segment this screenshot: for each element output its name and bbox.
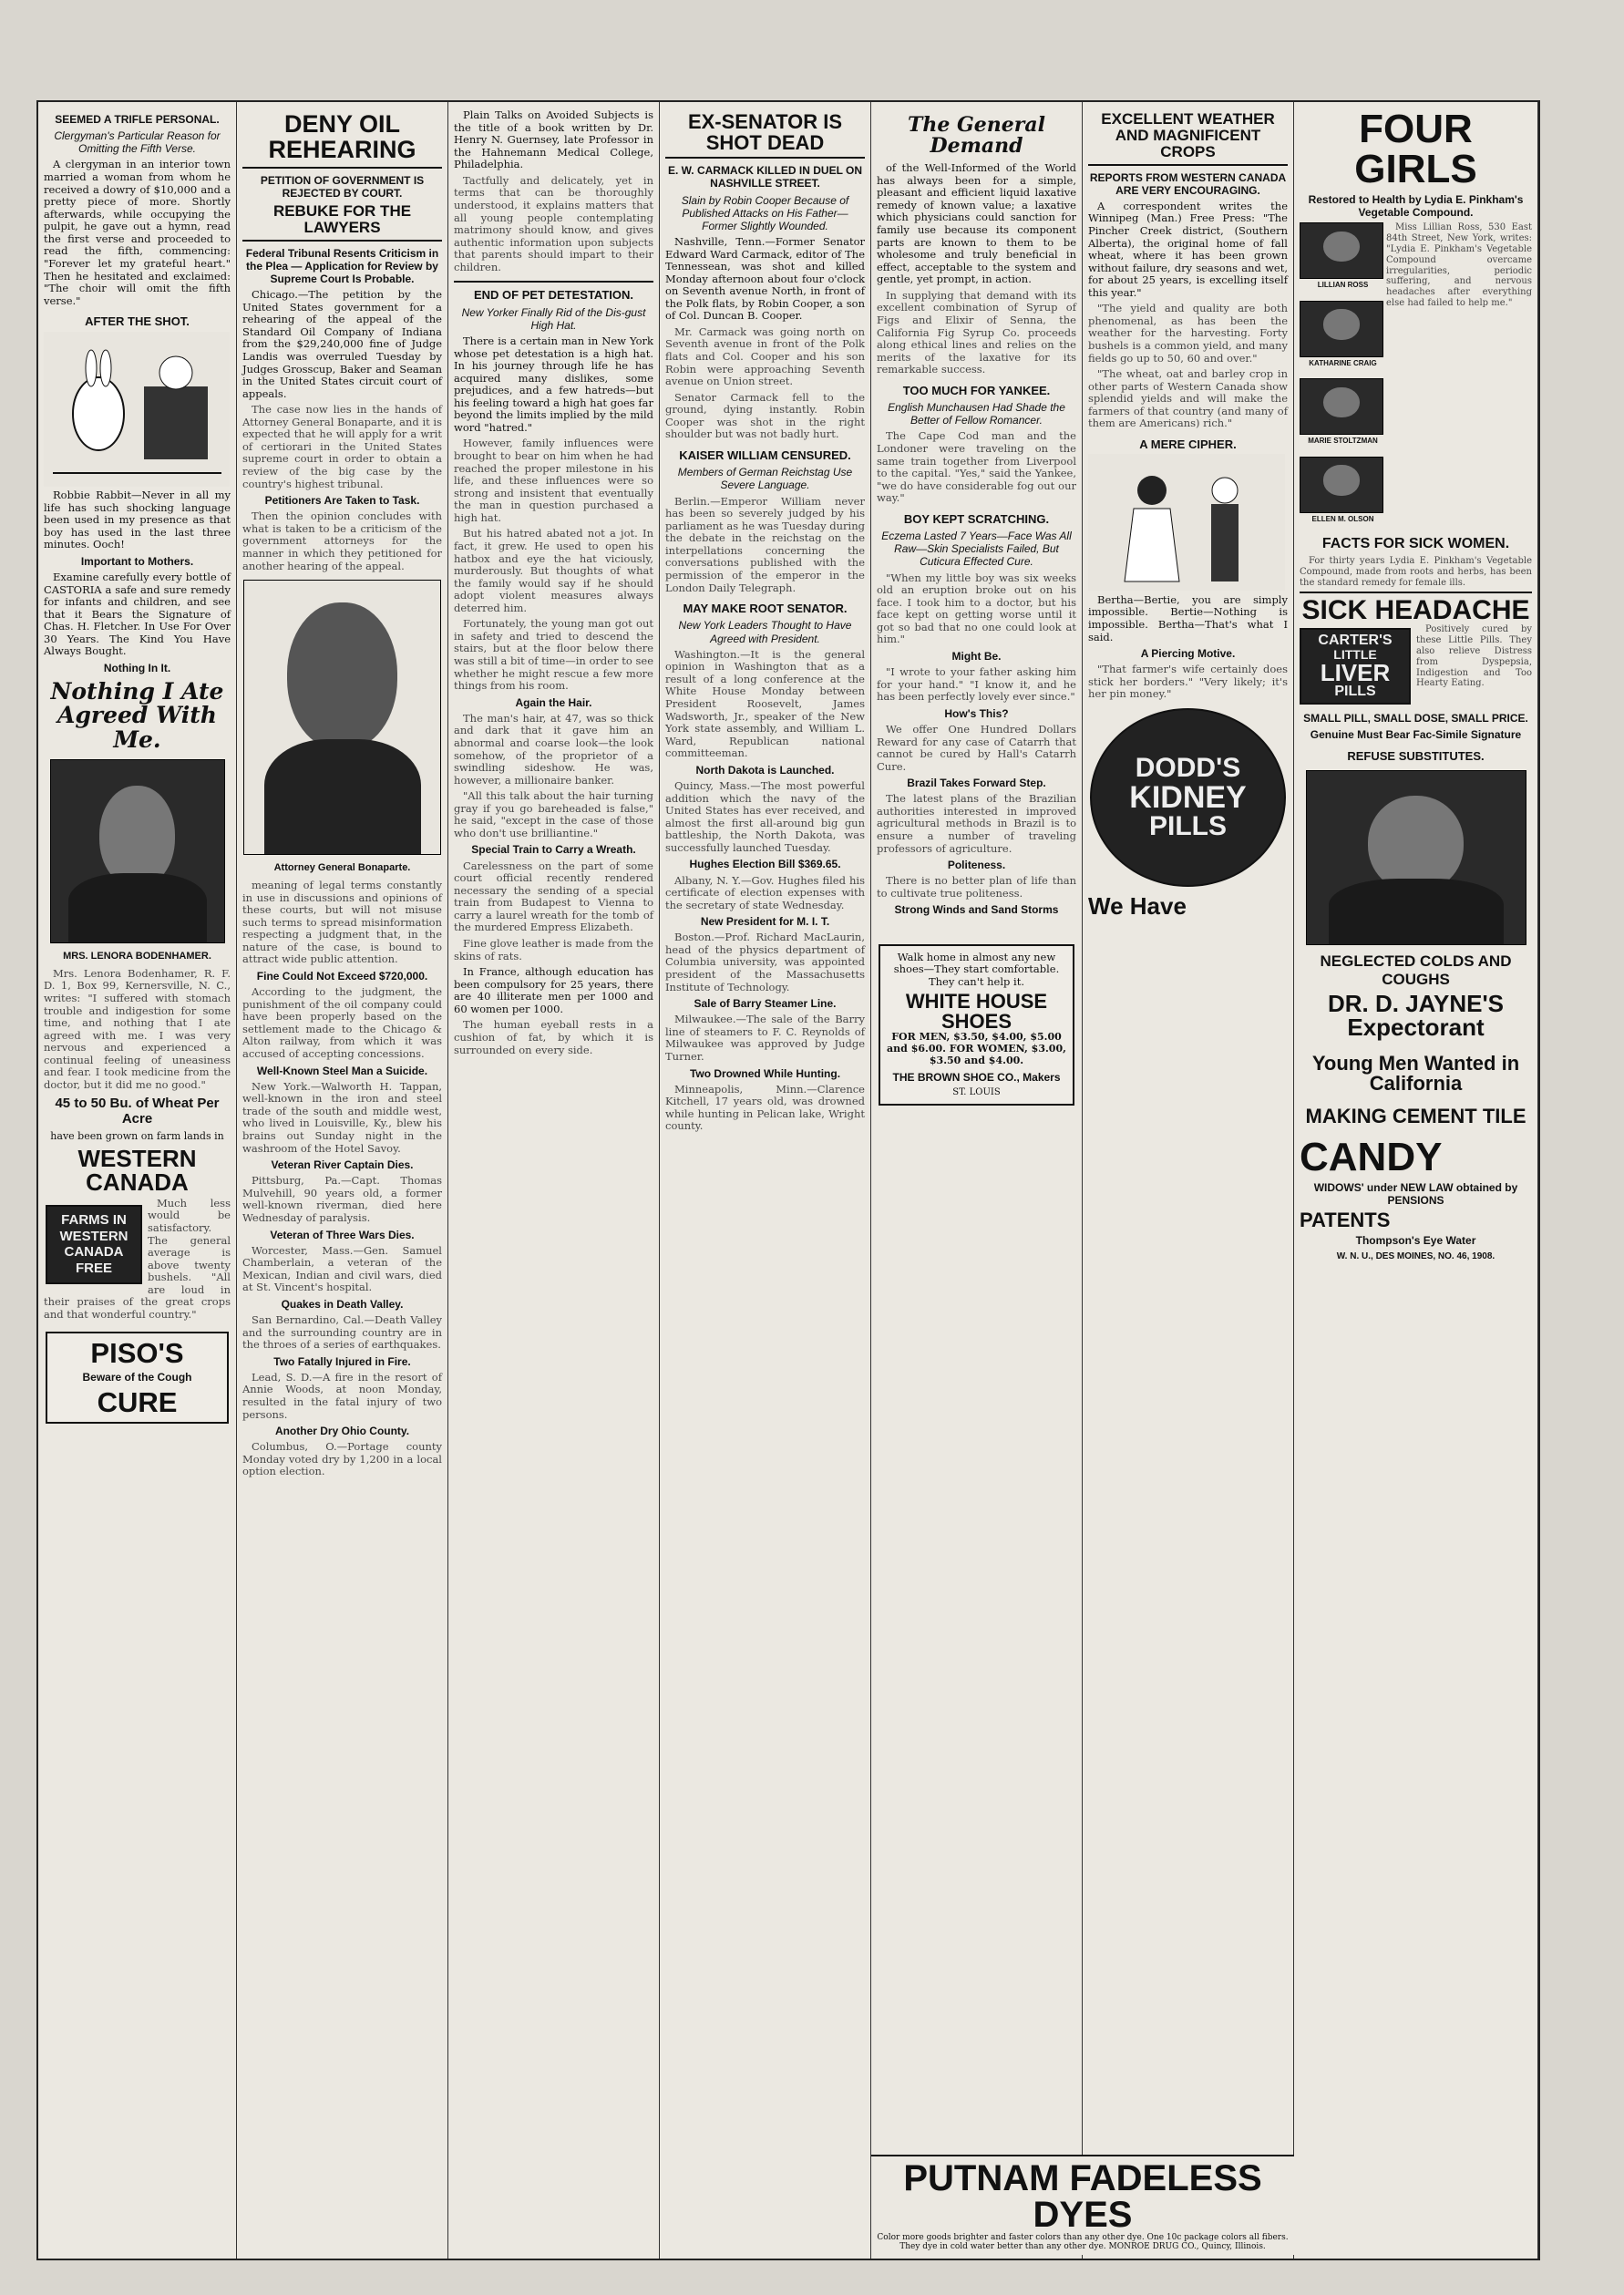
- putnam-title: PUTNAM FADELESS DYES: [903, 2158, 1262, 2235]
- cartoon-title: AFTER THE SHOT.: [85, 314, 190, 329]
- yankee-head: TOO MUCH FOR YANKEE.: [902, 383, 1051, 397]
- crops-cont-1: "The yield and quality are both phenomenal, as has been the weather for the harvesting. Forty bushels is a common yield, and many fields go up to 50, 60 and over.": [1088, 302, 1288, 365]
- headline-senator: EX-SENATOR IS SHOT DEAD: [665, 111, 865, 159]
- eczema-sub: Eczema Lasted 7 Years—Face Was All Raw—Skin Specialists Failed, But Cuticura Effected Cure.: [881, 530, 1072, 569]
- carters-pills: PILLS: [1334, 684, 1376, 700]
- root-text: Washington.—It is the general opinion in Washington that as a result of a long conference at the White House Monday between President Roosevelt, James Wadsworth, Jr., speaker of the New York state assembly, and William L. Ward, Republican national committeeman.: [665, 647, 865, 760]
- steel-text: New York.—Walworth H. Tappan, well-known in the iron and steel trade of the south and middle west, who lived in Louisville, Ky., blew his brains out Sunday night in the washroom of the Hotel Savoy.: [242, 1079, 442, 1155]
- river-text: Pittsburg, Pa.—Capt. Thomas Mulvehill, 90 years old, a former well-known riverman, died here Wednesday of paralysis.: [242, 1174, 442, 1224]
- kaiser-text: Berlin.—Emperor William never has been so severely judged by his parliament as he was Tuesday during the debate in the reichstag on the interpellations concerning the conversations published with the permission of the emperor in the London Daily Telegraph.: [665, 494, 865, 594]
- drown-head: Two Drowned While Hunting.: [689, 1066, 841, 1080]
- dry-head: Another Dry Ohio County.: [274, 1425, 410, 1438]
- girl-portrait: ELLEN M. OLSON: [1300, 457, 1386, 529]
- dry-text: Columbus, O.—Portage county Monday voted dry by 1,200 in a local option election.: [242, 1440, 442, 1478]
- four-girls-portraits: [1300, 222, 1386, 529]
- wheat-sub: have been grown on farm lands in: [50, 1129, 224, 1142]
- article-oil: Chicago.—The petition by the United States government for a rehearing of the appeal of the Standard Oil Company of Indiana from the $29,240,000 fine of Judge Landis was overruled Tuesday by Judges Grosscup, Baker and Seaman in the United States circuit court of appeals.: [242, 288, 442, 400]
- mightbe-head: Might Be.: [951, 649, 1002, 663]
- column-5: [871, 102, 1083, 2259]
- mit-head: New President for M. I. T.: [700, 915, 830, 929]
- fine-head: Fine Could Not Exceed $720,000.: [256, 970, 428, 983]
- petitioners-text: Then the opinion concludes with what is taken to be a criticism of the government attorneys for the manner in which they petitioned for another hearing of the appeal.: [242, 509, 442, 572]
- dakota-text: Quincy, Mass.—The most powerful addition which the navy of the United States has ever received, and almost the first all-around big gun battleship, the North Dakota, was successfully launched Tuesday.: [665, 778, 865, 854]
- four-girls-sub: Restored to Health by Lydia E. Pinkham's Vegetable Compound.: [1308, 193, 1524, 220]
- wnu-text: W. N. U., DES MOINES, NO. 46, 1908.: [1336, 1250, 1496, 1261]
- quakes-text: San Bernardino, Cal.—Death Valley and the surrounding country are in the throes of a series of earthquakes.: [242, 1313, 442, 1352]
- wreath-cont: Fine glove leather is made from the skins of rats.: [454, 937, 653, 962]
- eczema-head: BOY KEPT SCRATCHING.: [903, 511, 1050, 526]
- hughes-text: Albany, N. Y.—Gov. Hughes filed his certificate of election expenses with the secretary of state Wednesday.: [665, 873, 865, 911]
- castoria-text: Examine carefully every bottle of CASTORIA a safe and sure remedy for infants and children, and see that it Bears the Signature of Chas. H. Fletcher. In Use For Over 30 Years. The Kind You Have Always Bought.: [44, 571, 231, 658]
- pet-cont-1: However, family influences were brought to bear on him when he had reached the proper milestone in his life, and these influences were so strong and insistent that eventually the man in question purchased a high hat.: [454, 437, 653, 524]
- piercing-head: A Piercing Motive.: [1140, 647, 1236, 661]
- dodds-pills: PILLS: [1148, 810, 1227, 841]
- hair-head: Again the Hair.: [515, 695, 592, 709]
- four-girls-text: Miss Lillian Ross, 530 East 84th Street, New York, writes: "Lydia E. Pinkham's Vegetable Compound overcame irregularities, periodic suffering, and nervous headaches after everything else had failed to help me.": [1386, 222, 1532, 308]
- candy-title: CANDY: [1300, 1135, 1443, 1180]
- dakota-head: North Dakota is Launched.: [695, 763, 835, 777]
- nothing-title: Nothing In It.: [103, 662, 171, 675]
- sub-oil-1: PETITION OF GOVERNMENT IS REJECTED BY COURT.: [260, 173, 425, 200]
- column-2: [237, 102, 448, 2259]
- polite-head: Politeness.: [947, 859, 1006, 872]
- footer-banner: [871, 2155, 1294, 2255]
- carters-little: LITTLE: [1333, 647, 1377, 663]
- column-4: [660, 102, 871, 2259]
- crops-cont-2: "The wheat, oat and barley crop in other parts of Western Canada show splendid yields and will make the farmers of that country (and many of them are Americans) rich.": [1088, 367, 1288, 430]
- column-6: [1083, 102, 1294, 2259]
- shoe-ad-text: Walk home in almost any new shoes—They start comfortable. They can't help it.: [893, 950, 1060, 988]
- bonaparte-caption: Attorney General Bonaparte.: [273, 862, 411, 874]
- nothing-ad-title: Nothing I Ate Agreed With Me.: [50, 678, 224, 753]
- sub-senator-1: E. W. CARMACK KILLED IN DUEL ON NASHVILLE STREET.: [667, 164, 863, 190]
- girl-portrait: KATHARINE CRAIG: [1300, 301, 1386, 373]
- steamer-head: Sale of Barry Steamer Line.: [694, 997, 837, 1011]
- carters-text: Positively cured by these Little Pills. They also relieve Distress from Dyspepsia, Indigestion and Too Hearty Eating.: [1416, 624, 1532, 689]
- wreath-head: Special Train to Carry a Wreath.: [471, 843, 636, 857]
- white-house-shoes-ad: [879, 944, 1074, 1106]
- polite-text: There is no better plan of life than to cultivate true politeness.: [877, 874, 1076, 900]
- pet-headline: END OF PET DETESTATION.: [454, 281, 653, 302]
- plain-talks-cont: Tactfully and delicately, yet in terms that can be thoroughly understood, it explains matters that all young people contemplating matrimony should know, and gives authentic information upon subjects that parents should impart to their children.: [454, 173, 653, 273]
- drown-text: Minneapolis, Minn.—Clarence Kitchell, 17 years old, was drowned while hunting in Pelican lake, Wright county.: [665, 1082, 865, 1133]
- facts-head: FACTS FOR SICK WOMEN.: [1321, 536, 1510, 552]
- crops-text: A correspondent writes the Winnipeg (Man.) Free Press: "The Pincher Creek district, (Southern Alberta), the original home of fall wheat, where it has been grown without failure, dry seasons and wet, for about 25 years, is excelling itself this year.": [1088, 199, 1288, 299]
- yankee-text: The Cape Cod man and the Londoner were traveling on the same train together from Liverpool to the capital. "Yes," said the Yankee, "we do have considerable fog out our way.": [877, 429, 1076, 505]
- cartoon-image: [44, 332, 230, 487]
- girl-portrait: MARIE STOLTZMAN: [1300, 378, 1386, 450]
- hughes-head: Hughes Election Bill $369.65.: [689, 858, 841, 871]
- mit-text: Boston.—Prof. Richard MacLaurin, head of the physics department of Columbia university, was appointed president of the Massachusetts Institute of Technology.: [665, 931, 865, 993]
- putnam-fine-print: Color more goods brighter and faster colors than any other dye. One 10c package colors all fibers. They dye in cold water better than any other dye. MONROE DRUG CO., Quincy, Illinois.: [877, 2233, 1289, 2251]
- carters-liver: LIVER: [1320, 659, 1391, 687]
- young-men-title: Young Men Wanted in California: [1311, 1052, 1520, 1096]
- kaiser-head: KAISER WILLIAM CENSURED.: [679, 448, 851, 462]
- castoria-head: Important to Mothers.: [80, 554, 194, 568]
- kaiser-sub: Members of German Reichstag Use Severe Language.: [677, 466, 853, 492]
- bodenhamer-portrait: [50, 759, 225, 943]
- general-demand-text: of the Well-Informed of the World has always been for a simple, pleasant and efficient liquid laxative remedy of known value; a laxative which physicians could sanction for family use because its component parts are known to them to be wholesome and truly beneficial in effect, acceptable to the system and gentle, yet prompt, in action.: [877, 161, 1076, 286]
- crops-sub: REPORTS FROM WESTERN CANADA ARE VERY ENCOURAGING.: [1089, 170, 1287, 197]
- eczema-text: "When my little boy was six weeks old an eruption broke out on his face. I took him to a doctor, but his face kept on getting worse until it got so bad that no one could look at him.": [877, 571, 1076, 646]
- shoe-price: FOR MEN, $3.50, $4.00, $5.00 and $6.00. FOR WOMEN, $3.00, $3.50 and $4.00.: [887, 1031, 1066, 1067]
- steamer-text: Milwaukee.—The sale of the Barry line of steamers to F. C. Reynolds of Milwaukee was approved by Judge Turner.: [665, 1013, 865, 1063]
- three-wars-head: Veteran of Three Wars Dies.: [270, 1228, 415, 1241]
- brazil-text: The latest plans of the Brazilian authorities interested in improved agricultural methods in Brazil is to ensure a number of traveling professors of agriculture.: [877, 792, 1076, 855]
- headline-oil: DENY OIL REHEARING: [242, 111, 442, 169]
- fine-text: According to the judgment, the punishment of the oil company could have been properly based on the settlement made to the Chicago & Alton railway, from which it was accused of accepting concessions.: [242, 985, 442, 1060]
- fire-head: Two Fatally Injured in Fire.: [273, 1354, 411, 1368]
- jayne-expectorant: Expectorant: [1347, 1014, 1485, 1042]
- howthis-head: How's This?: [944, 706, 1009, 720]
- bonaparte-portrait: [243, 580, 441, 855]
- dodds-ad: [1090, 708, 1286, 887]
- petitioners-head: Petitioners Are Taken to Task.: [264, 494, 420, 508]
- wreath-text: Carelessness on the part of some court official recently rendered necessary the sending of a special train from Budapest to Vienna to carry a laurel wreath for the tomb of the murdered Empress Elizabeth.: [454, 859, 653, 934]
- cough-illustration: [1306, 770, 1526, 945]
- article-trifle: A clergyman in an interior town married a woman from whom he received a dowry of $10,000 and a pretty piece of more. Shortly afterwards, while occupying the pulpit, he gave out a hymn, read the first verse and proceeded to read the fifth, commencing: "Forever let my grateful heart." Then he hesitated and exclaimed: "The choir will omit the fifth verse.": [44, 158, 231, 307]
- pet-cont-3: Fortunately, the young man got out in safety and tried to descend the stairs, but at the floor below there was still a bit of time—in order to see whether he might rescue a few more things from his room.: [454, 617, 653, 693]
- piercing-text: "That farmer's wife certainly does stick her borders." "Very likely; it's her pin money.": [1088, 663, 1288, 701]
- shoe-title: WHITE HOUSE SHOES: [905, 990, 1048, 1034]
- brazil-head: Brazil Takes Forward Step.: [907, 777, 1046, 790]
- patents-title: PATENTS: [1300, 1209, 1391, 1232]
- bodenhamer-text: Mrs. Lenora Bodenhamer, R. F. D. 1, Box 99, Kernersville, N. C., writes: "I suffered with stomach trouble and indigestion for some time, and nothing that I ate agreed with me. I was very nervous and experienced a continual feeling of uneasiness and fear. I took medicine from the doctor, but it did me no good.": [44, 966, 231, 1091]
- pisos-cure: CURE: [97, 1385, 178, 1418]
- sub-senator-2: Slain by Robin Cooper Because of Published Attacks on His Father—Former Slightly Wounded.: [681, 193, 849, 232]
- general-demand-title: The General Demand: [907, 113, 1045, 159]
- genuine-text: Genuine Must Bear Fac-Simile Signature: [1310, 728, 1522, 742]
- hair-text: The man's hair, at 47, was so thick and dark that it gave him an abnormal and coarse look—the look somehow, of the proprietor of a swindling sideshow. He was, however, a millionaire banker.: [454, 711, 653, 787]
- river-head: Veteran River Captain Dies.: [271, 1158, 414, 1172]
- senator-cont-2: Senator Carmack fell to the ground, dying instantly. Robin Cooper was shot in the right shoulder but was not badly hurt.: [665, 390, 865, 441]
- pet-sub: New Yorker Finally Rid of the Dis-gust High Hat.: [461, 305, 646, 332]
- refuse-text: REFUSE SUBSTITUTES.: [1347, 748, 1485, 763]
- general-demand-cont: In supplying that demand with its excellent combination of Syrup of Figs and Elixir of Senna, the California Fig Syrup Co. proceeds along ethical lines and relies on the merits of the laxative for its remarkable success.: [877, 288, 1076, 376]
- girl-portrait: LILLIAN ROSS: [1300, 222, 1386, 294]
- carters-ad: [1300, 628, 1411, 705]
- shoe-city: ST. LOUIS: [952, 1087, 1001, 1098]
- facts-text: For thirty years Lydia E. Pinkham's Vegetable Compound, made from roots and herbs, has been the standard remedy for female ills.: [1300, 555, 1532, 588]
- steel-head: Well-Known Steel Man a Suicide.: [256, 1064, 428, 1077]
- sick-headache-title: SICK HEADACHE: [1300, 592, 1532, 624]
- mightbe-text: "I wrote to your father asking him for your hand." "I know it, and he has been perfectly lovely ever since.": [877, 665, 1076, 704]
- jayne-title: DR. D. JAYNE'S: [1327, 990, 1505, 1018]
- yankee-sub: English Munchausen Had Shade the Better of Fellow Romancer.: [888, 401, 1065, 427]
- strong-head: Strong Winds and Sand Storms: [894, 903, 1059, 917]
- cement-title: MAKING CEMENT TILE: [1305, 1105, 1526, 1128]
- bonaparte-text: meaning of legal terms constantly in use in discussions and opinions of these courts, but will not misuse such terms to spread misinformation respecting a judgment that, in the nature of the case, is bound to attract wide public attention.: [242, 879, 442, 966]
- bodenhamer-caption: MRS. LENORA BODENHAMER.: [63, 950, 211, 962]
- dodds-title: DODD'S: [1135, 752, 1241, 783]
- three-wars-text: Worcester, Mass.—Gen. Samuel Chamberlain, a veteran of the Mexican, Indian and civil wars, died at St. Vincent's hospital.: [242, 1243, 442, 1294]
- shoe-maker: THE BROWN SHOE CO., Makers: [892, 1071, 1061, 1085]
- cipher-cartoon: [1088, 454, 1285, 591]
- carters-title: CARTER'S: [1318, 633, 1393, 649]
- cipher-head: A MERE CIPHER.: [1139, 437, 1237, 451]
- headline-trifle: SEEMED A TRIFLE PERSONAL.: [55, 113, 220, 126]
- column-7: [1294, 102, 1538, 2259]
- column-3: [448, 102, 660, 2259]
- pet-text: There is a certain man in New York whose pet detestation is a high hat. In his journey through life he has acquired many dislikes, some prejudices, and a few hatreds—but his feeling toward a high hat goes far beyond the limits implied by the mild word "hatred.": [454, 334, 653, 434]
- root-sub: New York Leaders Thought to Have Agreed with President.: [678, 619, 852, 645]
- france-text: In France, although education has been compulsory for 25 years, there are 40 illiterate men per 1000 and 60 women per 1000.: [454, 965, 653, 1015]
- pet-cont-2: But his hatred abated not a jot. In fact, it grew. He used to open his hatbox and eye the hat viciously, murderously. But thoughts of what the family would say if he should adopt violent measures always deterred him.: [454, 527, 653, 614]
- crops-headline: EXCELLENT WEATHER AND MAGNIFICENT CROPS: [1088, 111, 1288, 166]
- root-head: MAY MAKE ROOT SENATOR.: [683, 602, 848, 616]
- widows-text: WIDOWS' under NEW LAW obtained by PENSIONS: [1313, 1181, 1518, 1208]
- pisos-ad: [46, 1332, 229, 1423]
- france-cont: The human eyeball rests in a cushion of fat, by which it is surrounded on every side.: [454, 1018, 653, 1056]
- sub-oil-2: REBUKE FOR THE LAWYERS: [242, 203, 442, 242]
- article-oil-cont: The case now lies in the hands of Attorney General Bonaparte, and it is expected that he will apply for a writ of certiorari in the United States supreme court in order to obtain a review of the big case by the country's highest tribunal.: [242, 403, 442, 490]
- senator-cont-1: Mr. Carmack was going north on Seventh avenue in front of the Polk flats and Col. Cooper and his son Robin were approaching Seventh avenue on Union street.: [665, 324, 865, 388]
- quakes-head: Quakes in Death Valley.: [281, 1297, 404, 1311]
- subhead-trifle: Clergyman's Particular Reason for Omitting the Fifth Verse.: [54, 129, 221, 156]
- sub-oil-3: Federal Tribunal Resents Criticism in the Plea — Application for Review by Supreme Court Is Probable.: [245, 246, 439, 285]
- four-girls-title: FOUR GIRLS: [1354, 107, 1477, 191]
- small-pill: SMALL PILL, SMALL DOSE, SMALL PRICE.: [1303, 712, 1528, 726]
- pisos-title: PISO'S: [90, 1337, 184, 1370]
- pisos-sub: Beware of the Cough: [82, 1371, 192, 1384]
- thompson-text: Thompson's Eye Water: [1355, 1234, 1476, 1248]
- plain-talks: Plain Talks on Avoided Subjects is the title of a book written by Dr. Henry N. Guernsey, late Professor in the Hahnemann Medical College, Philadelphia.: [454, 108, 653, 171]
- hair-cont: "All this talk about the hair turning gray if you go bareheaded is false," he said, "except in the case of those who don't use brilliantine.": [454, 789, 653, 839]
- western-canada-text: Much less would be satisfactory. The general average is above twenty bushels. "All are loud in their praises of the great crops and that wonderful country.": [44, 1196, 231, 1321]
- senator-text: Nashville, Tenn.—Former Senator Edward Ward Carmack, editor of The Tennessean, was shot and killed Monday afternoon about four o'clock on Seventh avenue North, in front of the Polk flats, by Robin Cooper, a son of Col. Duncan B. Cooper.: [665, 234, 865, 323]
- dodds-kidney: KIDNEY: [1129, 779, 1247, 815]
- column-1: [38, 102, 237, 2259]
- cipher-text: Bertha—Bertie, you are simply impossible. Bertie—Nothing is impossible. Bertha—That's what I said.: [1088, 592, 1288, 643]
- western-canada-title: WESTERN CANADA: [77, 1144, 197, 1196]
- farms-free-badge: FARMS IN WESTERN CANADA FREE: [46, 1205, 142, 1284]
- we-have-title: We Have: [1088, 891, 1187, 920]
- fire-text: Lead, S. D.—A fire in the resort of Annie Woods, at noon Monday, resulted in the fatal injury of two persons.: [242, 1370, 442, 1421]
- newspaper-page: [36, 100, 1540, 2260]
- neglected-head: NEGLECTED COLDS AND COUGHS: [1320, 952, 1512, 989]
- cartoon-caption: Robbie Rabbit—Never in all my life has such shocking language been used in my presence as that boy has used in the last three minutes. Ooch!: [44, 489, 231, 551]
- howthis-text: We offer One Hundred Dollars Reward for any case of Catarrh that cannot be cured by Hall's Catarrh Cure.: [877, 722, 1076, 773]
- wheat-headline: 45 to 50 Bu. of Wheat Per Acre: [55, 1095, 220, 1127]
